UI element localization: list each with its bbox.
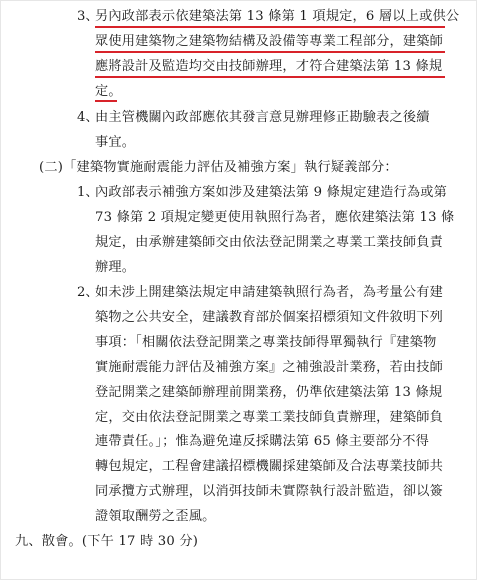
s2-item-1-line-1: 內政部表示補強方案如涉及建築法第 9 條規定建造行為或第 xyxy=(95,185,448,200)
item-4-number: 4、 xyxy=(77,110,99,125)
item-3-line-4: 定。 xyxy=(95,84,122,99)
red-underline-3 xyxy=(95,76,445,78)
item-3-number: 3、 xyxy=(77,9,99,24)
item-4-line-2: 事宜。 xyxy=(95,135,136,150)
s2-item-2-line-6: 定，交由依法登記開業之專業工業技師負責辦理，建築師負 xyxy=(95,410,444,425)
s2-item-2-line-2: 築物之公共安全，建議教育部於個案招標須知文件敘明下列 xyxy=(95,310,444,325)
s2-item-2-line-8: 轉包規定，工程會建議招標機關採建築師及合法專業技師共 xyxy=(95,459,444,474)
s2-item-2-line-10: 證領取酬勞之歪風。 xyxy=(95,509,216,524)
item-4-line-1: 由主管機關內政部應依其發言意見辦理修正勘驗表之後續 xyxy=(95,110,430,125)
item-3-line-3: 應將設計及監造均交由技師辦理，才符合建築法第 13 條規 xyxy=(95,59,443,74)
s2-item-2-line-7: 連帶責任。」；惟為避免違反採購法第 65 條主要部分不得 xyxy=(95,434,430,449)
s2-item-1-number: 1、 xyxy=(77,185,99,200)
red-underline-1 xyxy=(95,26,445,28)
s2-item-2-line-4: 實施耐震能力評估及補強方案』之補強設計業務，若由技師 xyxy=(95,360,444,375)
section-2-heading: (二)「建築物實施耐震能力評估及補強方案」執行疑義部分： xyxy=(39,160,398,175)
red-underline-2 xyxy=(95,51,445,53)
s2-item-2-line-9: 同承攬方式辦理，以消弭技師未實際執行設計監造，卻以簽 xyxy=(95,484,444,499)
s2-item-2-line-3: 事項：「相關依法登記開業之專業技師得單獨執行『建築物 xyxy=(95,335,437,350)
item-3-line-2: 眾使用建築物之建築物結構及設備等專業工程部分，建築師 xyxy=(95,34,444,49)
s2-item-2-line-1: 如未涉上開建築法規定申請建築執照行為者，為考量公有建 xyxy=(95,285,444,300)
red-underline-4 xyxy=(95,100,117,102)
s2-item-2-line-5: 登記開業之建築師辦理前開業務，仍準依建築法第 13 條規 xyxy=(95,385,443,400)
s2-item-1-line-4: 辦理。 xyxy=(95,260,136,275)
closing-line: 九、散會。(下午 17 時 30 分) xyxy=(15,534,199,549)
s2-item-1-line-3: 規定，由承辦建築師交由依法登記開業之專業工業技師負責 xyxy=(95,235,444,250)
s2-item-1-line-2: 73 條第 2 項規定變更使用執照行為者，應依建築法第 13 條 xyxy=(95,210,455,225)
s2-item-2-number: 2、 xyxy=(77,285,99,300)
item-3-line-1: 另內政部表示依建築法第 13 條第 1 項規定，6 層以上或供公 xyxy=(95,9,460,24)
